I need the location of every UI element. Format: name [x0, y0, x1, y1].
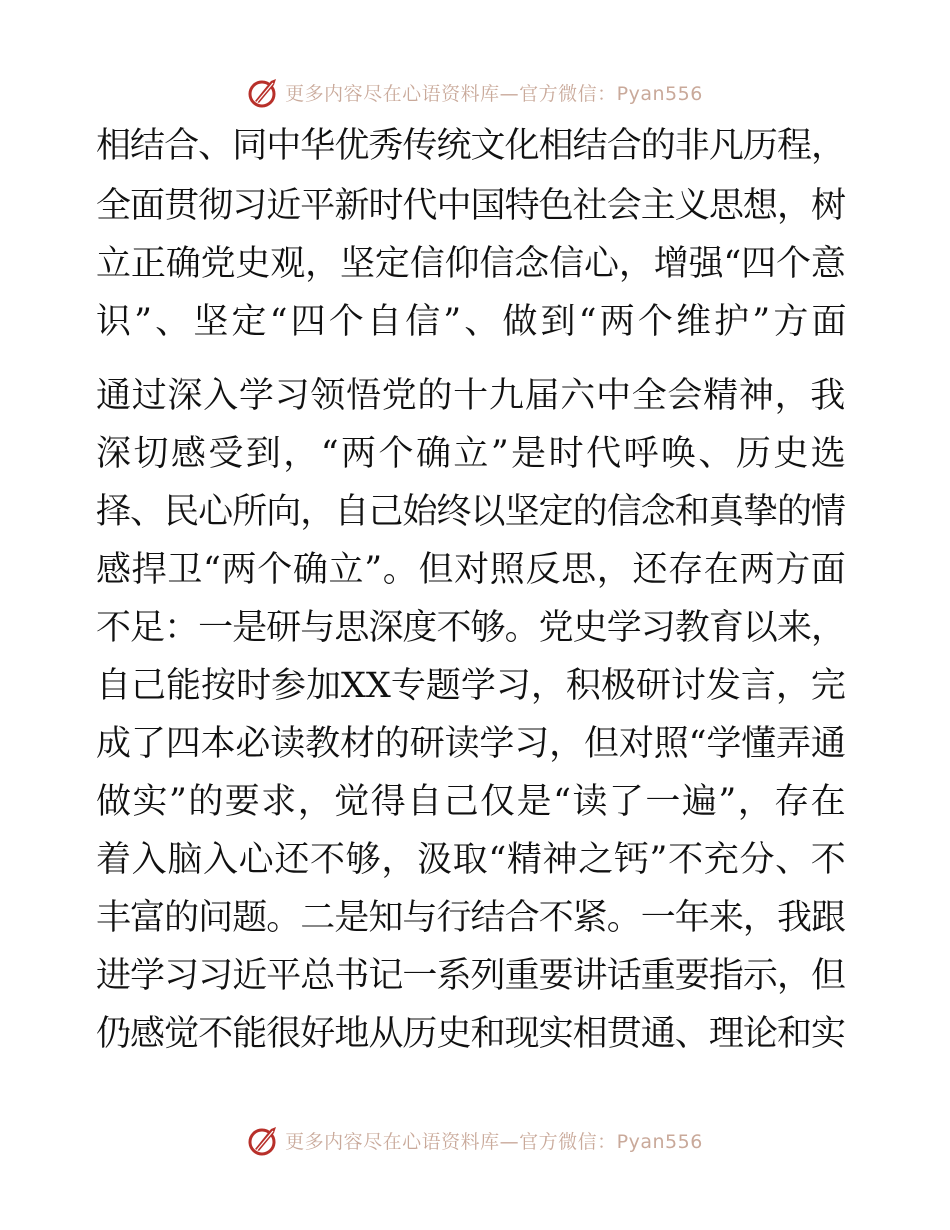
text-line: 自己能按时参加XX专题学习，积极研讨发言，完 [96, 666, 846, 706]
header-banner-text: 更多内容尽在心语资料库—官方微信：Pyan556 [285, 82, 703, 105]
text-line: 感捍卫“两个确立”。但对照反思，还存在两方面 [96, 550, 847, 590]
quill-pen-logo-icon [247, 75, 281, 109]
text-line: 仍感觉不能很好地从历史和现实相贯通、理论和实 [96, 1014, 846, 1054]
text-line: 择、民心所向，自己始终以坚定的信念和真挚的情 [96, 492, 846, 532]
text-line: 立正确党史观，坚定信仰信念信心，增强“四个意 [96, 244, 846, 284]
text-line: 全面贯彻习近平新时代中国特色社会主义思想，树 [96, 186, 846, 226]
text-line: 做实”的要求，觉得自己仅是“读了一遍”，存在 [96, 782, 848, 822]
quill-pen-logo-icon [247, 1123, 281, 1157]
footer-banner [0, 1120, 950, 1160]
text-line: 通过深入学习领悟党的十九届六中全会精神，我 [96, 376, 847, 416]
text-line: 识”、坚定“四个自信”、做到“两个维护”方面 [96, 302, 850, 342]
text-line: 丰富的问题。二是知与行结合不紧。一年来，我跟 [96, 898, 846, 938]
text-line: 深切感受到，“两个确立”是时代呼唤、历史选 [96, 434, 849, 474]
header-banner [0, 72, 950, 112]
text-line: 不足：一是研与思深度不够。党史学习教育以来， [96, 608, 846, 648]
text-line: 相结合、同中华优秀传统文化相结合的非凡历程， [96, 126, 846, 166]
text-line: 成了四本必读教材的研读学习，但对照“学懂弄通 [96, 724, 846, 764]
text-line: 进学习习近平总书记一系列重要讲话重要指示，但 [96, 956, 846, 996]
text-line: 着入脑入心还不够，汲取“精神之钙”不充分、不 [96, 840, 847, 880]
footer-banner-text: 更多内容尽在心语资料库—官方微信：Pyan556 [285, 1130, 703, 1153]
